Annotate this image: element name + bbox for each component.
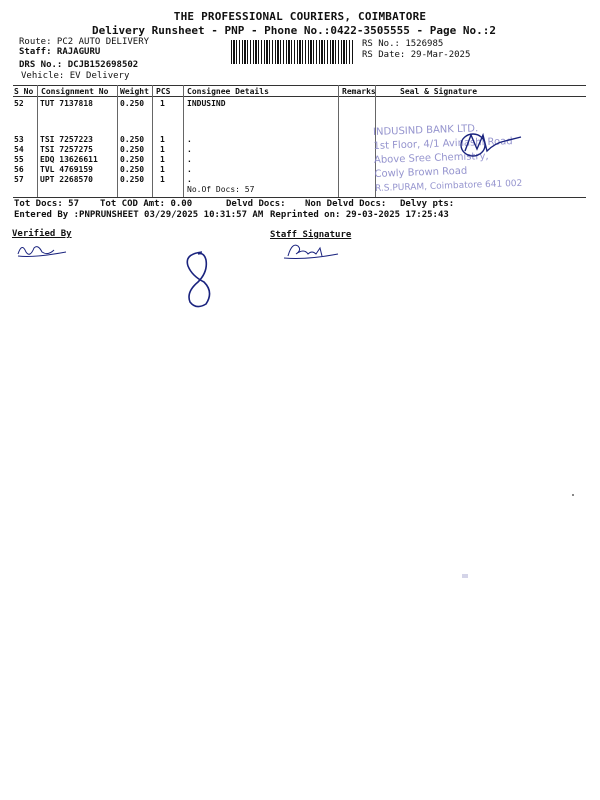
barcode [231,40,353,64]
staff-text: Staff: RAJAGURU [19,47,101,57]
cell-consignee: . [187,155,192,164]
cell-weight: 0.250 [120,135,145,144]
cell-pcs: 1 [160,135,165,144]
non-delvd-docs: Non Delvd Docs: [305,199,387,209]
cell-sno: 57 [14,175,24,184]
staff-signature [282,238,342,262]
handwritten-number-8 [178,248,218,312]
col-header: Consignee Details [187,87,269,96]
cell-consignment: TUT 7137818 [40,99,93,108]
cell-weight: 0.250 [120,145,145,154]
scan-speck [462,574,468,578]
cell-consignee: . [187,175,192,184]
cell-sno: 56 [14,165,24,174]
cell-weight: 0.250 [120,155,145,164]
tot-cod-amt: Tot COD Amt: 0.00 [100,199,193,209]
stamp-line: 1st Floor, 4/1 Avinashi Road [373,136,513,152]
table-bottom-rule [13,197,586,198]
cell-consignment: TSI 7257223 [40,135,93,144]
cell-pcs: 1 [160,145,165,154]
table-row [0,99,600,109]
cell-consignee: . [187,135,192,144]
staff-signature-label: Staff Signature [270,230,352,240]
vehicle-text: Vehicle: EV Delivery [21,71,130,81]
stamp-line: Above Sree Chemistry, [373,150,489,166]
tot-docs: Tot Docs: 57 [14,199,80,209]
scan-speck [572,494,574,496]
cell-consignment: UPT 2268570 [40,175,93,184]
delvy-pts: Delvy pts: [400,199,455,209]
col-header: PCS [156,87,171,96]
cell-consignee: . [187,145,192,154]
cell-pcs: 1 [160,99,165,108]
cell-sno: 55 [14,155,24,164]
cell-sno: 52 [14,99,24,108]
cell-weight: 0.250 [120,99,145,108]
runsheet-title: Delivery Runsheet - PNP - Phone No.:0422-3505555 - Page No.:2 [92,24,496,37]
col-header: Seal & Signature [400,87,478,96]
col-header: Remarks [342,87,376,96]
verifier-signature [14,238,74,260]
stamp-line: INDUSIND BANK LTD. [372,123,479,138]
table-header [0,87,600,97]
cell-sno: 53 [14,135,24,144]
seal-signature [455,125,535,165]
cell-pcs: 1 [160,155,165,164]
company-name: THE PROFESSIONAL COURIERS, COIMBATORE [173,10,427,23]
reprinted-on: Reprinted on: 29-03-2025 17:25:43 [270,210,449,220]
route-text: Route: PC2 AUTO DELIVERY [19,37,150,47]
stamp-line: Cowly Brown Road [374,165,468,180]
entered-by: Entered By :PNPRUNSHEET 03/29/2025 10:31:57 AM [14,210,264,220]
cell-weight: 0.250 [120,175,145,184]
drs-number: DRS No.: DCJB152698502 [19,60,139,70]
rs-date: RS Date: 29-Mar-2025 [362,50,471,60]
col-header: Consignment No [41,87,109,96]
cell-consignment: TVL 4769159 [40,165,93,174]
cell-consignee: . [187,165,192,174]
verified-by-label: Verified By [12,229,72,239]
delvd-docs: Delvd Docs: [226,199,286,209]
table-top-rule [13,85,586,86]
cell-consignee: INDUSIND [187,99,226,108]
cell-pcs: 1 [160,165,165,174]
no-of-docs: No.Of Docs: 57 [187,185,255,194]
cell-pcs: 1 [160,175,165,184]
rs-number: RS No.: 1526985 [362,39,444,49]
cell-consignment: EDQ 13626611 [40,155,98,164]
stamp-line: R.S.PURAM, Coimbatore 641 002 [374,178,523,194]
cell-weight: 0.250 [120,165,145,174]
col-header: S No [14,87,34,96]
cell-consignment: TSI 7257275 [40,145,93,154]
cell-sno: 54 [14,145,24,154]
col-header: Weight [120,87,149,96]
